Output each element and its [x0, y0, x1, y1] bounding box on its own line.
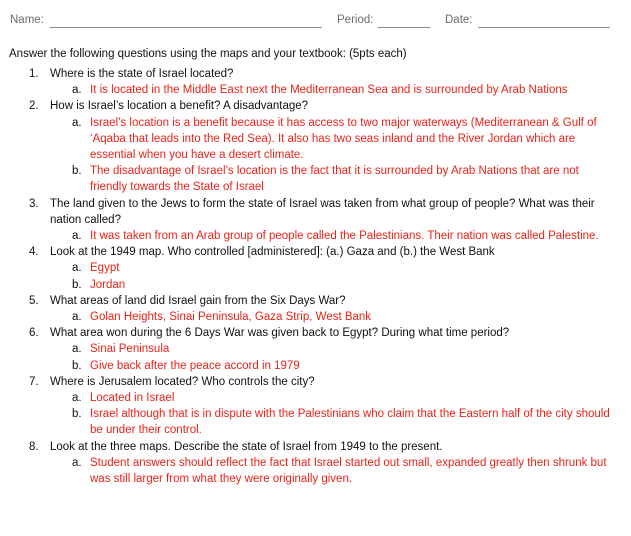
answer-6-b: [0, 358, 631, 374]
answer-2-a: [0, 115, 631, 164]
name-label: Name:: [10, 14, 44, 26]
answer-7-b: [0, 406, 631, 438]
answer-6-a: [0, 341, 631, 357]
period-blank[interactable]: [378, 27, 430, 28]
answer-letter: b.: [72, 278, 82, 291]
answer-letter: a.: [72, 456, 82, 469]
answer-letter: a.: [72, 392, 82, 405]
question-text: How is Israel’s location a benefit? A disadvantage?: [50, 100, 309, 113]
answer-7-a: [0, 390, 631, 406]
answer-text: Sinai Peninsula: [90, 343, 170, 356]
question-number: 8.: [29, 440, 39, 453]
name-blank[interactable]: [50, 27, 322, 28]
answer-text: It was taken from an Arab group of people called the Palestinians. Their nation was called Palestine.: [90, 230, 599, 243]
question-text: Look at the 1949 map. Who controlled [administered]: (a.) Gaza and (b.) the West Bank: [50, 246, 495, 259]
instructions: Answer the following questions using the maps and your textbook: (5pts each): [9, 48, 407, 60]
question-number: 1.: [29, 68, 39, 80]
answer-letter: a.: [72, 84, 82, 97]
question-number: 7.: [29, 375, 39, 388]
question-5: [0, 293, 631, 309]
answer-text: Golan Heights, Sinai Peninsula, Gaza Strip, West Bank: [90, 311, 372, 324]
date-label: Date:: [445, 14, 473, 26]
question-1: [0, 66, 631, 82]
answer-5-a: [0, 309, 631, 325]
answer-2-b: [0, 163, 631, 195]
answer-letter: a.: [72, 262, 82, 275]
question-text: What area won during the 6 Days War was given back to Egypt? During what time period?: [50, 327, 510, 340]
answer-text: Located in Israel: [90, 392, 175, 405]
question-4: [0, 244, 631, 260]
answer-letter: b.: [72, 359, 82, 372]
question-number: 3.: [29, 197, 39, 210]
answer-letter: b.: [72, 408, 82, 421]
answer-8-a: [0, 455, 631, 487]
answer-letter: b.: [72, 165, 82, 178]
question-text: Where is Jerusalem located? Who controls the city?: [50, 375, 315, 388]
answer-text: Jordan: [90, 278, 126, 291]
answer-text: Israel’s location is a benefit because it has access to two major waterways (Mediterranean & Gulf of ‘Aqaba that leads into the Red Sea). It also has two seas inland and the River Jordan which are essential when you have a desert climate.: [90, 116, 597, 162]
question-text: The land given to the Jews to form the state of Israel was taken from what group of people? What was their nation called?: [50, 197, 595, 226]
period-label: Period:: [337, 14, 374, 26]
answer-text: Israel although that is in dispute with the Palestinians who claim that the Eastern half of the city should be under their control.: [90, 408, 610, 437]
answer-text: The disadvantage of Israel’s location is the fact that it is surrounded by Arab Nations that are not friendly towards the State of Israel: [90, 165, 579, 194]
date-blank[interactable]: [478, 27, 610, 28]
answer-text: Give back after the peace accord in 1979: [90, 359, 300, 372]
question-list: [0, 66, 631, 487]
question-number: 4.: [29, 246, 39, 259]
question-3: [0, 196, 631, 228]
answer-text: Egypt: [90, 262, 120, 275]
question-6: [0, 325, 631, 341]
answer-4-a: [0, 260, 631, 276]
answer-letter: a.: [72, 343, 82, 356]
answer-4-b: [0, 277, 631, 293]
answer-text: Student answers should reflect the fact that Israel started out small, expanded greatly then shrunk but was still larger from what they were originally given.: [90, 456, 607, 486]
question-text: Look at the three maps. Describe the state of Israel from 1949 to the present.: [50, 440, 443, 453]
question-8: [0, 439, 631, 455]
question-number: 2.: [29, 100, 39, 113]
question-number: 6.: [29, 327, 39, 340]
answer-letter: a.: [72, 311, 82, 324]
answer-1-a: [0, 82, 631, 98]
question-2: [0, 98, 631, 114]
answer-3-a: [0, 228, 631, 244]
answer-text: It is located in the Middle East next the Mediterranean Sea and is surrounded by Arab Nations: [90, 84, 568, 97]
question-number: 5.: [29, 294, 39, 307]
worksheet-header: [8, 14, 623, 32]
question-text: Where is the state of Israel located?: [50, 68, 234, 80]
question-text: What areas of land did Israel gain from the Six Days War?: [50, 294, 346, 307]
answer-letter: a.: [72, 230, 82, 243]
answer-letter: a.: [72, 116, 82, 129]
question-7: [0, 374, 631, 390]
